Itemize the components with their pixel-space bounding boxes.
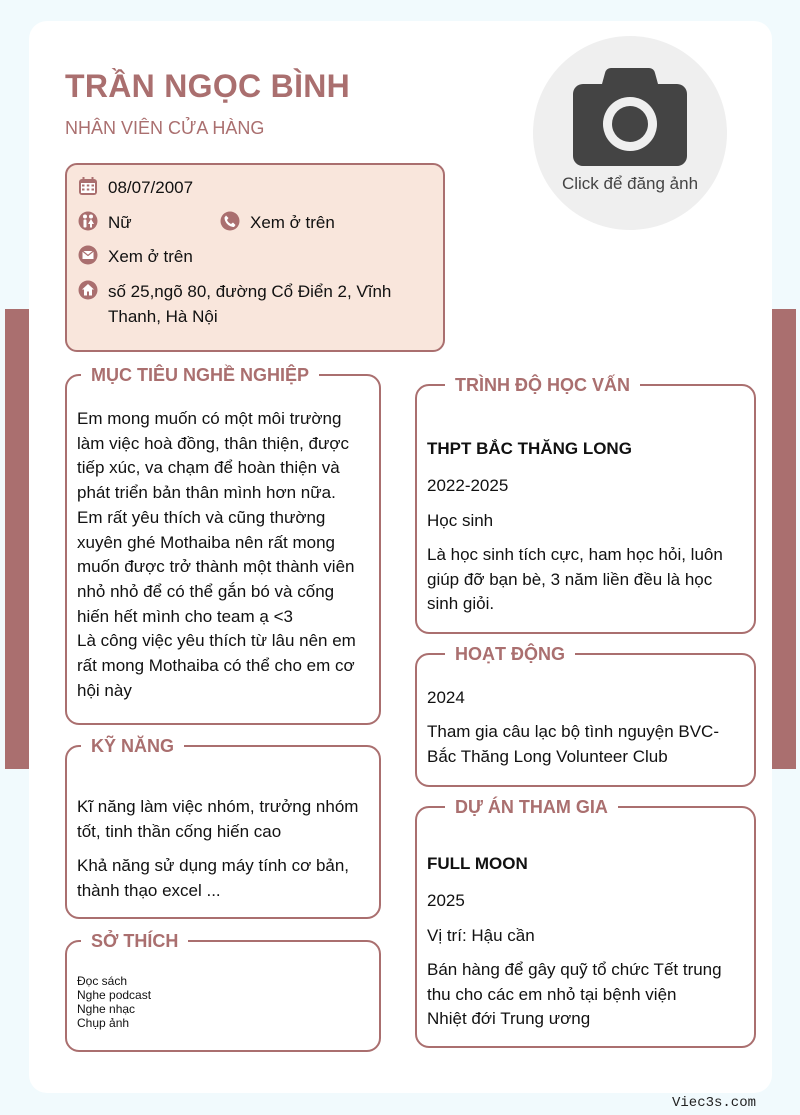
email-icon bbox=[78, 245, 98, 265]
education-section bbox=[415, 375, 756, 634]
education-desc-line: sinh giỏi. bbox=[427, 594, 495, 614]
candidate-name: TRẦN NGỌC BÌNH bbox=[65, 68, 351, 104]
objective-line: làm việc hoà đồng, thân thiện, được bbox=[77, 433, 350, 453]
projects-title: DỰ ÁN THAM GIA bbox=[445, 795, 618, 819]
calendar-icon bbox=[78, 176, 98, 196]
hobby-item: Chụp ảnh bbox=[77, 1016, 130, 1030]
activities-title: HOẠT ĐỘNG bbox=[445, 642, 575, 666]
personal-info-card bbox=[65, 163, 445, 352]
objective-line: xuyên ghé Mothaiba nên rất mong bbox=[77, 532, 336, 552]
email: Xem ở trên bbox=[108, 247, 193, 266]
hobby-item: Nghe podcast bbox=[77, 988, 152, 1002]
camera-icon bbox=[571, 64, 689, 168]
career-objective-title: MỤC TIÊU NGHỀ NGHIỆP bbox=[81, 363, 319, 387]
education-title: TRÌNH ĐỘ HỌC VẤN bbox=[445, 373, 640, 397]
address-line-1: số 25,ngõ 80, đường Cổ Điển 2, Vĩnh bbox=[108, 282, 392, 301]
objective-line: Em rất yêu thích và cũng thường bbox=[77, 507, 326, 527]
phone-icon bbox=[220, 211, 240, 231]
hobby-item: Đọc sách bbox=[77, 974, 128, 988]
photo-upload[interactable] bbox=[533, 36, 727, 230]
left-accent-band bbox=[5, 309, 29, 769]
gender: Nữ bbox=[108, 213, 132, 232]
school-name: THPT BẮC THĂNG LONG bbox=[427, 439, 632, 458]
education-desc-line: Là học sinh tích cực, ham học hỏi, luôn bbox=[427, 545, 723, 564]
objective-line: phát triển bản thân mình hơn nữa. bbox=[77, 483, 336, 503]
objective-line: hội này bbox=[77, 680, 132, 700]
project-desc-line: Nhiệt đới Trung ương bbox=[427, 1009, 591, 1029]
education-desc-line: giúp đỡ bạn bè, 3 năm liền đều là học bbox=[427, 569, 713, 589]
job-title: NHÂN VIÊN CỬA HÀNG bbox=[65, 118, 265, 138]
objective-line: rất mong Mothaiba có thể cho em cơ bbox=[77, 656, 355, 676]
hobbies-section bbox=[65, 931, 381, 1052]
objective-line: nhỏ nhỏ để có thể gắn bó và cống bbox=[77, 581, 335, 601]
right-accent-band bbox=[772, 309, 796, 769]
gender-icon bbox=[78, 211, 98, 231]
address-line-2: Thanh, Hà Nội bbox=[108, 307, 218, 326]
objective-line: hiến hết mình cho team ạ <3 bbox=[77, 606, 293, 626]
project-position: Vị trí: Hậu cần bbox=[427, 926, 535, 945]
activity-year: 2024 bbox=[427, 688, 465, 707]
skills-line: Kĩ năng làm việc nhóm, trưởng nhóm bbox=[77, 797, 359, 816]
objective-line: Em mong muốn có một môi trường bbox=[77, 409, 342, 428]
skills-section bbox=[65, 736, 381, 919]
activities-section bbox=[415, 644, 756, 787]
hobby-item: Nghe nhạc bbox=[77, 1002, 136, 1016]
project-desc-line: thu cho các em nhỏ tại bệnh viện bbox=[427, 984, 677, 1004]
projects-section bbox=[415, 797, 756, 1048]
site-watermark: Viec3s.com bbox=[672, 1095, 757, 1111]
objective-line: muốn được trở thành một thành viên bbox=[77, 557, 355, 577]
education-position: Học sinh bbox=[427, 511, 494, 530]
hobbies-title: SỞ THÍCH bbox=[81, 929, 188, 953]
project-desc-line: Bán hàng để gây quỹ tổ chức Tết trung bbox=[427, 960, 722, 979]
skills-line: Khả năng sử dụng máy tính cơ bản, bbox=[77, 856, 350, 875]
skills-line: tốt, tinh thần cống hiến cao bbox=[77, 821, 282, 841]
objective-line: Là công việc yêu thích từ lâu nên em bbox=[77, 631, 356, 651]
project-name: FULL MOON bbox=[427, 854, 528, 873]
birthday: 08/07/2007 bbox=[108, 178, 194, 197]
activity-desc-line: Tham gia câu lạc bộ tình nguyện BVC- bbox=[427, 722, 719, 741]
objective-line: tiếp xúc, va chạm để hoàn thiện và bbox=[77, 458, 340, 478]
education-period: 2022-2025 bbox=[427, 476, 509, 495]
career-objective-section bbox=[65, 365, 381, 725]
project-year: 2025 bbox=[427, 891, 465, 910]
activity-desc-line: Bắc Thăng Long Volunteer Club bbox=[427, 746, 668, 766]
skills-title: KỸ NĂNG bbox=[81, 734, 184, 758]
home-icon bbox=[78, 280, 98, 300]
phone: Xem ở trên bbox=[250, 213, 335, 232]
skills-line: thành thạo excel ... bbox=[77, 880, 221, 900]
photo-upload-label: Click để đăng ảnh bbox=[561, 174, 699, 193]
